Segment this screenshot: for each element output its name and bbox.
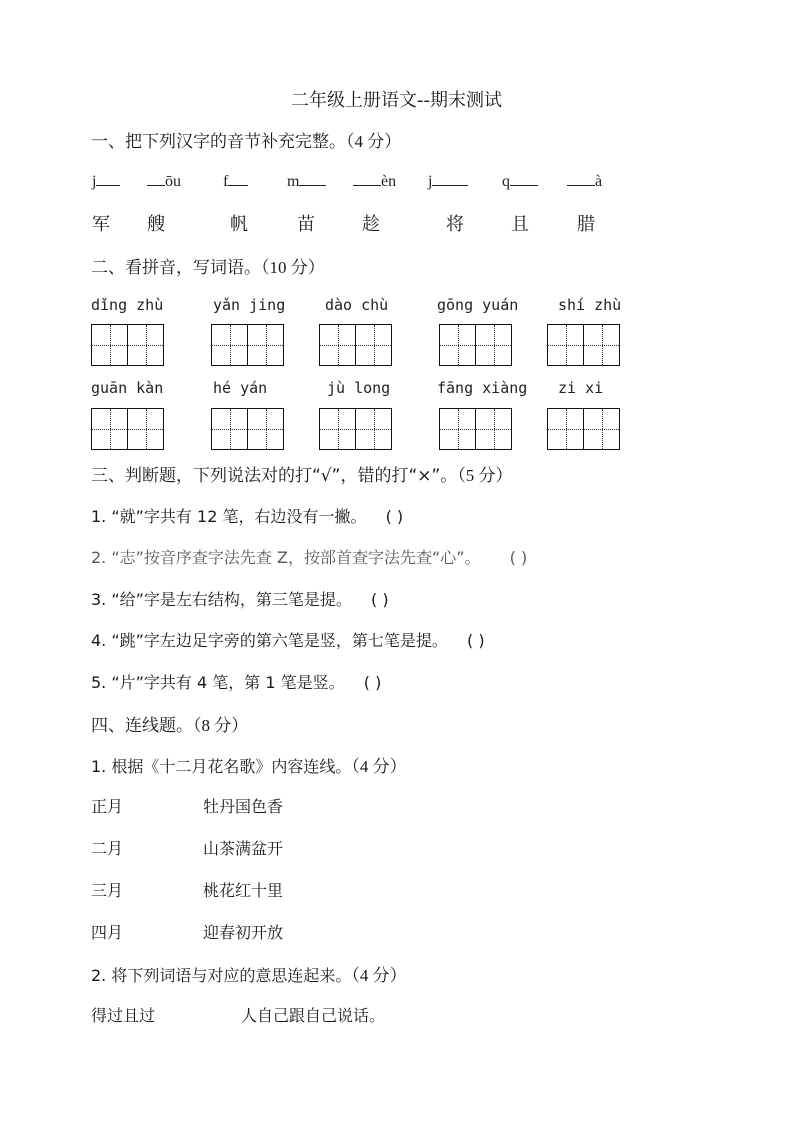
hanzi-char: 趁	[362, 214, 380, 235]
answer-parens[interactable]: ( )	[467, 631, 485, 650]
answer-blank[interactable]	[567, 171, 595, 186]
judge-item-text: 4. “跳”字左边足字旁的第六笔是竖，第七笔是提。	[91, 631, 448, 650]
pinyin-suffix: èn	[381, 173, 397, 190]
writing-cell[interactable]	[127, 409, 163, 449]
pinyin-prefix: f	[223, 173, 229, 190]
match-right-item[interactable]: 山茶满盆开	[203, 839, 284, 858]
answer-blank[interactable]	[96, 171, 120, 186]
pinyin-prefix: j	[92, 173, 97, 190]
hanzi-char: 帆	[230, 214, 248, 235]
section-3-points: （5 分）	[457, 466, 513, 485]
pinyin-label: guān kàn	[91, 379, 164, 397]
writing-grid[interactable]	[439, 408, 512, 450]
answer-parens[interactable]: ( )	[371, 590, 389, 609]
answer-blank[interactable]	[510, 171, 538, 186]
match-sub-2-heading	[91, 961, 407, 986]
section-2-heading-text: 二、看拼音，写词语。	[91, 258, 261, 278]
writing-grid[interactable]	[319, 408, 392, 450]
match-left-item[interactable]: 四月	[91, 923, 124, 942]
pinyin-label: yǎn jing	[213, 296, 286, 314]
answer-parens[interactable]: ( )	[509, 548, 528, 567]
answer-blank[interactable]	[432, 171, 468, 186]
pinyin-item-6[interactable]	[428, 171, 468, 191]
writing-grid[interactable]	[91, 408, 164, 450]
hanzi-char: 苗	[297, 214, 315, 235]
pinyin-label: jù long	[327, 379, 391, 397]
section-3-heading	[91, 461, 513, 486]
pinyin-prefix: m	[287, 173, 300, 190]
writing-cell[interactable]	[355, 325, 391, 365]
pinyin-label: shí zhù	[558, 296, 622, 314]
writing-cell[interactable]	[475, 409, 511, 449]
judge-item-3	[91, 587, 389, 610]
writing-grid[interactable]	[319, 324, 392, 366]
writing-cell[interactable]	[440, 325, 475, 365]
section-3-heading-text: 三、判断题，下列说法对的打“√”，错的打“×”。	[91, 466, 458, 486]
writing-cell[interactable]	[247, 325, 283, 365]
pinyin-item-5[interactable]	[353, 171, 396, 191]
writing-cell[interactable]	[548, 409, 583, 449]
match-right-item[interactable]: 牡丹国色香	[203, 797, 284, 816]
writing-cell[interactable]	[475, 325, 511, 365]
hanzi-char: 艘	[147, 214, 165, 235]
pinyin-prefix: q	[502, 173, 510, 190]
writing-cell[interactable]	[355, 409, 391, 449]
writing-grid[interactable]	[211, 408, 284, 450]
writing-cell[interactable]	[320, 409, 355, 449]
section-2-heading	[91, 253, 325, 278]
judge-item-text: 3. “给”字是左右结构，第三笔是提。	[91, 590, 352, 609]
pinyin-item-2[interactable]	[147, 171, 181, 191]
match-left-item[interactable]: 正月	[91, 797, 124, 816]
answer-blank[interactable]	[299, 171, 326, 186]
section-4-points: （8 分）	[193, 716, 249, 735]
match-sub-1-heading-text: 1. 根据《十二月花名歌》内容连线。	[91, 757, 352, 776]
match-sub-2-points: （4 分）	[351, 966, 407, 985]
section-1-heading-text: 一、把下列汉字的音节补充完整。	[91, 132, 346, 152]
section-1-heading	[91, 127, 401, 152]
writing-cell[interactable]	[548, 325, 583, 365]
pinyin-label: fāng xiàng	[437, 379, 528, 397]
judge-item-2	[91, 545, 527, 568]
section-2-points: （10 分）	[261, 258, 325, 277]
pinyin-suffix: à	[595, 173, 603, 190]
match-sub-2-heading-text: 2. 将下列词语与对应的意思连起来。	[91, 966, 352, 985]
section-4-heading-text: 四、连线题。	[91, 716, 193, 736]
pinyin-suffix: ōu	[165, 173, 181, 190]
pinyin-item-7[interactable]	[502, 171, 538, 191]
writing-grid[interactable]	[547, 324, 620, 366]
writing-cell[interactable]	[583, 409, 619, 449]
hanzi-char: 军	[92, 214, 110, 235]
pinyin-prefix: j	[428, 173, 433, 190]
pinyin-label: dǐng zhù	[91, 296, 164, 314]
pinyin-item-4[interactable]	[287, 171, 326, 191]
pinyin-label: hé yán	[213, 379, 268, 397]
writing-cell[interactable]	[440, 409, 475, 449]
match-right-item[interactable]: 迎春初开放	[203, 923, 284, 942]
answer-blank[interactable]	[353, 171, 381, 186]
page-title: 二年级上册语文--期末测试	[291, 90, 502, 111]
answer-parens[interactable]: ( )	[385, 507, 404, 526]
hanzi-char: 腊	[577, 214, 595, 235]
judge-item-4	[91, 628, 485, 651]
pinyin-item-8[interactable]	[567, 171, 602, 191]
answer-blank[interactable]	[147, 171, 165, 186]
match-right-item[interactable]: 人自己跟自己说话。	[241, 1006, 386, 1025]
section-1-points: （4 分）	[346, 132, 402, 151]
match-right-item[interactable]: 桃花红十里	[203, 881, 284, 900]
pinyin-label: dào chù	[325, 296, 389, 314]
judge-item-text: 2. “志”按音序查字法先查 Z，按部首查字法先查“心”。	[91, 548, 481, 567]
answer-parens[interactable]: ( )	[363, 673, 382, 692]
match-sub-1-points: （4 分）	[351, 757, 407, 776]
pinyin-label: gōng yuán	[437, 296, 519, 314]
match-left-item[interactable]: 得过且过	[91, 1006, 156, 1025]
pinyin-label: zi xi	[558, 379, 604, 397]
writing-grid[interactable]	[91, 324, 164, 366]
judge-item-1	[91, 504, 403, 527]
writing-grid[interactable]	[439, 324, 512, 366]
judge-item-5	[91, 670, 381, 693]
hanzi-char: 且	[511, 214, 529, 235]
judge-item-text: 1. “就”字共有 12 笔，右边没有一撇。	[91, 507, 367, 526]
writing-cell[interactable]	[92, 325, 127, 365]
pinyin-item-1[interactable]	[92, 171, 120, 191]
section-4-heading	[91, 711, 248, 736]
answer-blank[interactable]	[228, 171, 248, 186]
writing-cell[interactable]	[212, 409, 247, 449]
match-sub-1-heading	[91, 752, 407, 777]
writing-cell[interactable]	[92, 409, 127, 449]
writing-cell[interactable]	[212, 325, 247, 365]
writing-grid[interactable]	[211, 324, 284, 366]
writing-grid[interactable]	[547, 408, 620, 450]
writing-cell[interactable]	[127, 325, 163, 365]
writing-cell[interactable]	[583, 325, 619, 365]
hanzi-char: 将	[446, 214, 464, 235]
match-left-item[interactable]: 三月	[91, 881, 124, 900]
judge-item-text: 5. “片”字共有 4 笔，第 1 笔是竖。	[91, 673, 345, 692]
writing-cell[interactable]	[320, 325, 355, 365]
match-left-item[interactable]: 二月	[91, 839, 124, 858]
pinyin-item-3[interactable]	[223, 171, 248, 191]
writing-cell[interactable]	[247, 409, 283, 449]
